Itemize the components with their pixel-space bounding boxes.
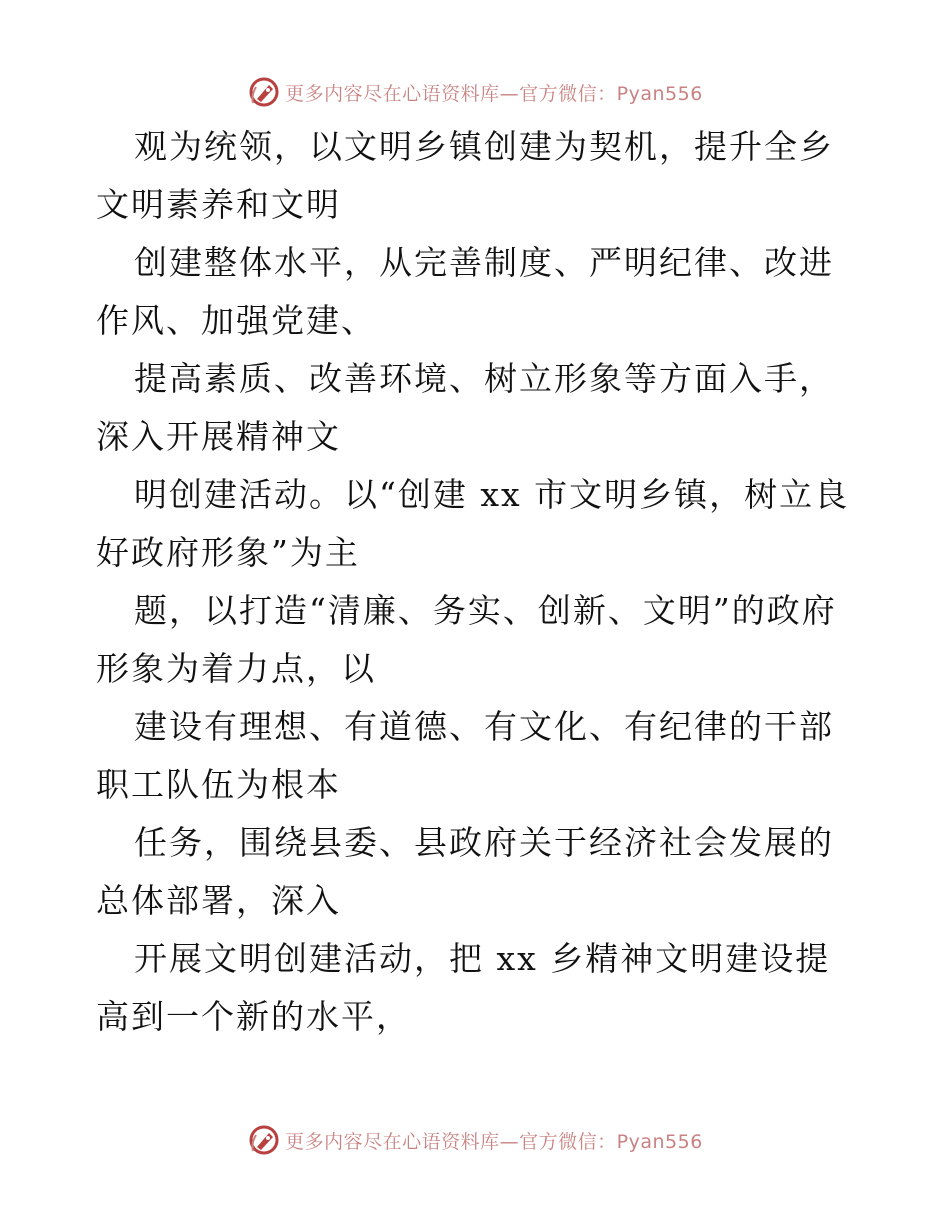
document-body [96,118,856,1046]
header-banner-text: 更多内容尽在心语资料库—官方微信：Pyan556 [285,82,703,105]
pen-nib-logo-icon [247,75,281,109]
body-paragraph-8: 开展文明创建活动，把 xx 乡精神文明建设提高到一个新的水平， [96,939,831,1036]
body-paragraph-2: 创建整体水平，从完善制度、严明纪律、改进作风、加强党建、 [96,243,834,340]
footer-banner [0,1120,950,1160]
body-paragraph-5: 题，以打造“清廉、务实、创新、文明”的政府形象为着力点，以 [96,591,837,688]
body-paragraph-1: 观为统领，以文明乡镇创建为契机，提升全乡文明素养和文明 [96,127,834,224]
header-banner [0,72,950,112]
body-paragraph-3: 提高素质、改善环境、树立形象等方面入手，深入开展精神文 [96,359,834,456]
body-paragraph-7: 任务，围绕县委、县政府关于经济社会发展的总体部署，深入 [96,823,834,920]
footer-banner-text: 更多内容尽在心语资料库—官方微信：Pyan556 [285,1130,703,1153]
body-paragraph-4: 明创建活动。以“创建 xx 市文明乡镇，树立良好政府形象”为主 [96,475,850,572]
pen-nib-logo-icon [247,1123,281,1157]
body-paragraph-6: 建设有理想、有道德、有文化、有纪律的干部职工队伍为根本 [96,707,834,804]
